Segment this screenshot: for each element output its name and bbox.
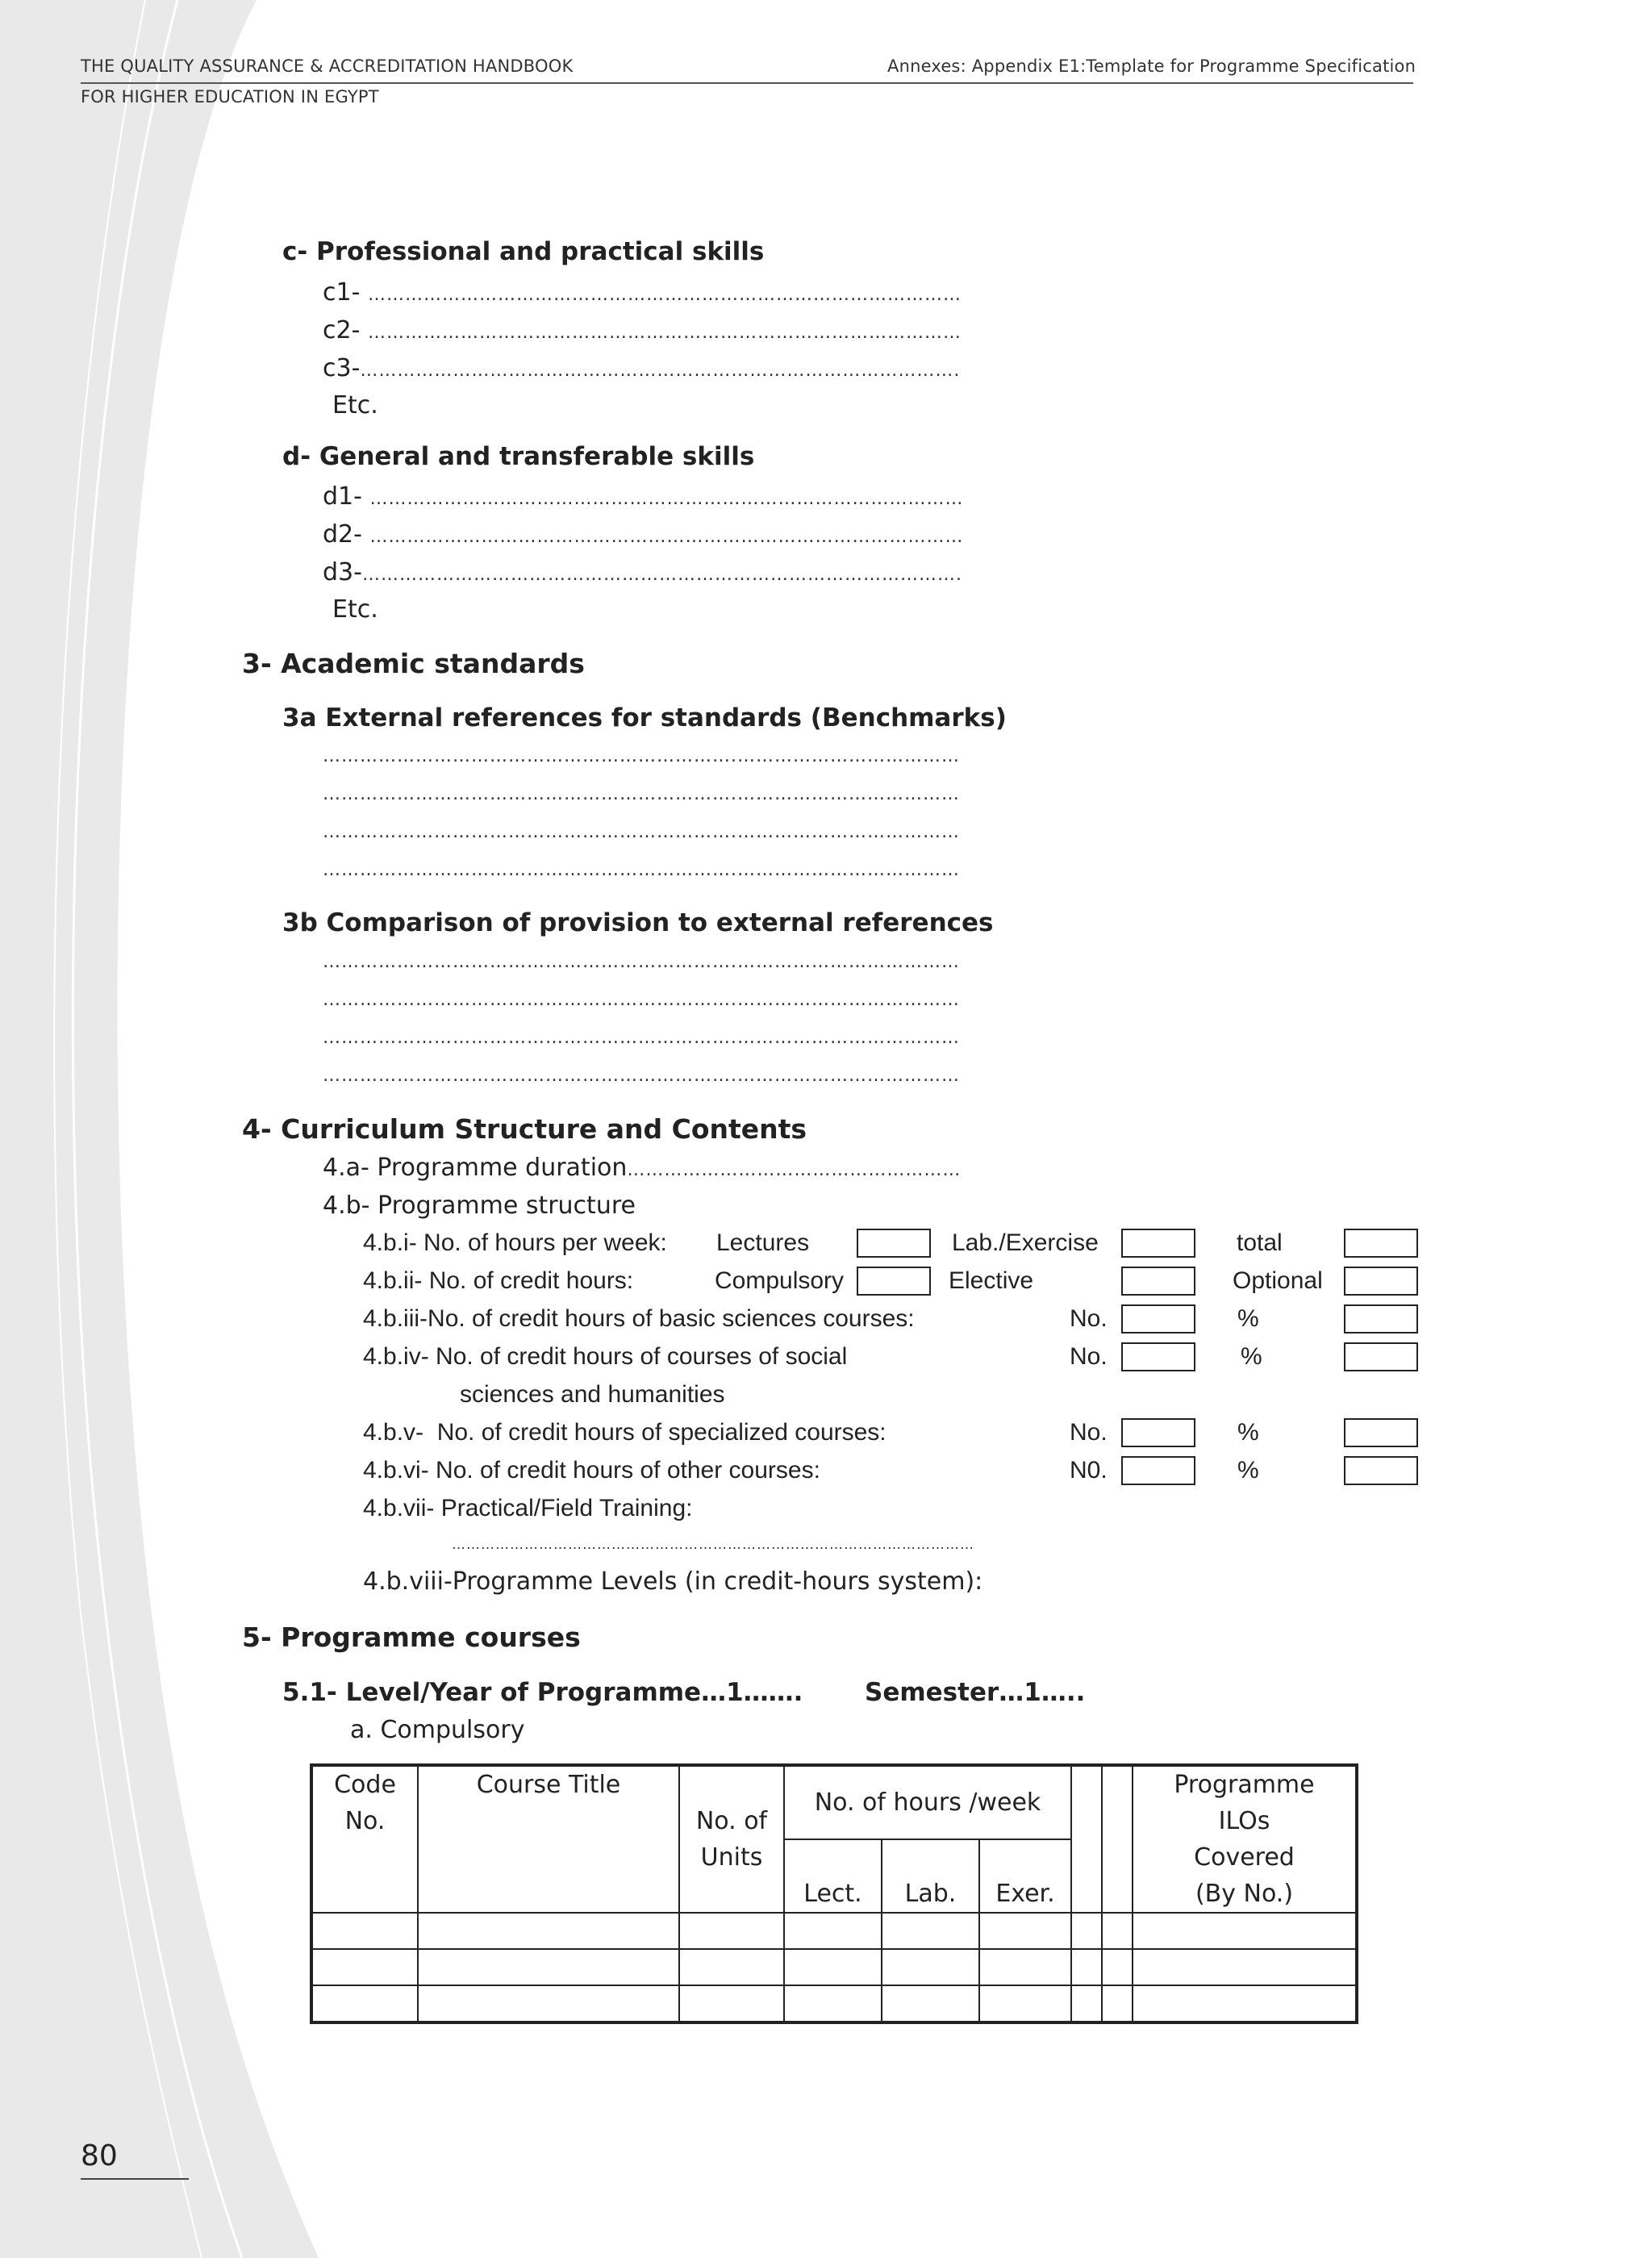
lab-exercise-box[interactable] (1121, 1229, 1195, 1258)
item-d2: d2- …………………………………………………………………………………… (323, 520, 964, 549)
benchmark-line: ………………………………………………………….……………………………… (323, 860, 960, 880)
header-title: THE QUALITY ASSURANCE & ACCREDITATION HANDBOOK (81, 56, 574, 76)
total-box[interactable] (1344, 1229, 1418, 1258)
course-title-header: Course Title (418, 1765, 679, 1913)
ilos-header: Programme ILOs Covered (By No.) (1133, 1765, 1357, 1913)
exer-header: Exer. (979, 1839, 1071, 1914)
programme-levels-label: 4.b.viii-Programme Levels (in credit-hours system): (363, 1567, 983, 1596)
field-training-label: 4.b.vii- Practical/Field Training: (363, 1495, 693, 1521)
compulsory-box[interactable] (857, 1267, 931, 1296)
basic-sciences-pct-label: % (1237, 1305, 1259, 1332)
semester-label: Semester…1….. (865, 1678, 1086, 1707)
programme-structure: 4.b- Programme structure (323, 1192, 636, 1220)
blank-column-header (1071, 1765, 1102, 1913)
hours-per-week-label: 4.b.i- No. of hours per week: (363, 1229, 667, 1256)
benchmark-line: ………………………………………………………….……………………………… (323, 746, 960, 766)
compulsory-label: Compulsory (715, 1267, 845, 1294)
field-training-line: ……………………………………………………………………………………………… (452, 1537, 974, 1553)
section-4-title: 4- Curriculum Structure and Contents (242, 1113, 807, 1145)
other-courses-label: 4.b.vi- No. of credit hours of other courses: (363, 1457, 820, 1484)
lab-exercise-label: Lab./Exercise (952, 1229, 1099, 1256)
section-5-title: 5- Programme courses (242, 1622, 581, 1653)
optional-label: Optional (1233, 1267, 1323, 1294)
item-d3: d3-……………………………………………………………………………………. (323, 558, 962, 586)
lect-header: Lect. (784, 1839, 882, 1914)
section-3b-title: 3b Comparison of provision to external references (282, 908, 994, 937)
item-c-etc: Etc. (332, 391, 378, 419)
lectures-label: Lectures (716, 1229, 810, 1256)
item-c2: c2- …………………………………………………………………………………… (323, 316, 962, 344)
basic-sciences-no-label: No. (1070, 1305, 1108, 1332)
other-pct-box[interactable] (1344, 1456, 1418, 1485)
level-year-label: 5.1- Level/Year of Programme…1……. (282, 1678, 803, 1707)
item-c3: c3-……………………………………………………………………………………. (323, 354, 961, 382)
units-header: No. of Units (679, 1765, 784, 1913)
table-row (311, 1985, 1357, 2022)
basic-sciences-label: 4.b.iii-No. of credit hours of basic sciences courses: (363, 1305, 915, 1332)
compulsory-subtitle: a. Compulsory (350, 1716, 525, 1744)
courses-table (310, 1763, 1358, 2024)
specialized-no-box[interactable] (1121, 1418, 1195, 1447)
elective-box[interactable] (1121, 1267, 1195, 1296)
social-sciences-pct-label: % (1241, 1343, 1262, 1370)
programme-duration: 4.a- Programme duration……………………………………………… (323, 1154, 962, 1182)
benchmark-line: ………………………………………………………….……………………………… (323, 822, 960, 842)
item-d-etc: Etc. (332, 595, 378, 624)
comparison-line: ………………………………………………………….……………………………… (323, 1028, 960, 1048)
credit-hours-label: 4.b.ii- No. of credit hours: (363, 1267, 634, 1294)
comparison-line: ………………………………………………………….……………………………… (323, 952, 960, 972)
table-row (311, 1913, 1357, 1949)
specialized-pct-box[interactable] (1344, 1418, 1418, 1447)
specialized-courses-label: 4.b.v- No. of credit hours of specialized courses: (363, 1419, 886, 1446)
header-rule (81, 82, 1413, 84)
benchmark-line: ………………………………………………………….……………………………… (323, 784, 960, 804)
section-c-title: c- Professional and practical skills (282, 237, 765, 266)
specialized-no-label: No. (1070, 1419, 1108, 1446)
optional-box[interactable] (1344, 1267, 1418, 1296)
header-annex: Annexes: Appendix E1:Template for Programme Specification (887, 56, 1416, 76)
comparison-line: ………………………………………………………….……………………………… (323, 990, 960, 1010)
section-3a-title: 3a External references for standards (Benchmarks) (282, 703, 1007, 732)
social-sciences-label-cont: sciences and humanities (460, 1381, 725, 1408)
social-sciences-label: 4.b.iv- No. of credit hours of courses of social (363, 1343, 848, 1370)
section-3-title: 3- Academic standards (242, 648, 585, 679)
other-no-box[interactable] (1121, 1456, 1195, 1485)
comparison-line: ………………………………………………………….……………………………… (323, 1066, 960, 1086)
basic-sciences-no-box[interactable] (1121, 1304, 1195, 1334)
elective-label: Elective (949, 1267, 1034, 1294)
other-no-label: N0. (1070, 1457, 1108, 1484)
blank-column-header (1102, 1765, 1133, 1913)
social-sciences-pct-box[interactable] (1344, 1342, 1418, 1371)
social-sciences-no-label: No. (1070, 1343, 1108, 1370)
other-pct-label: % (1237, 1457, 1259, 1484)
page-number: 80 (81, 2139, 118, 2172)
basic-sciences-pct-box[interactable] (1344, 1304, 1418, 1334)
hours-week-header: No. of hours /week (784, 1765, 1071, 1839)
header-subtitle: FOR HIGHER EDUCATION IN EGYPT (81, 87, 379, 106)
code-header: Code No. (311, 1765, 418, 1913)
table-row (311, 1949, 1357, 1985)
lab-header: Lab. (882, 1839, 979, 1914)
page-number-rule (81, 2178, 189, 2180)
social-sciences-no-box[interactable] (1121, 1342, 1195, 1371)
item-c1: c1- …………………………………………………………………………………… (323, 278, 962, 307)
total-label: total (1237, 1229, 1283, 1256)
specialized-pct-label: % (1237, 1419, 1259, 1446)
lectures-box[interactable] (857, 1229, 931, 1258)
item-d1: d1- …………………………………………………………………………………… (323, 482, 964, 511)
section-d-title: d- General and transferable skills (282, 442, 755, 471)
